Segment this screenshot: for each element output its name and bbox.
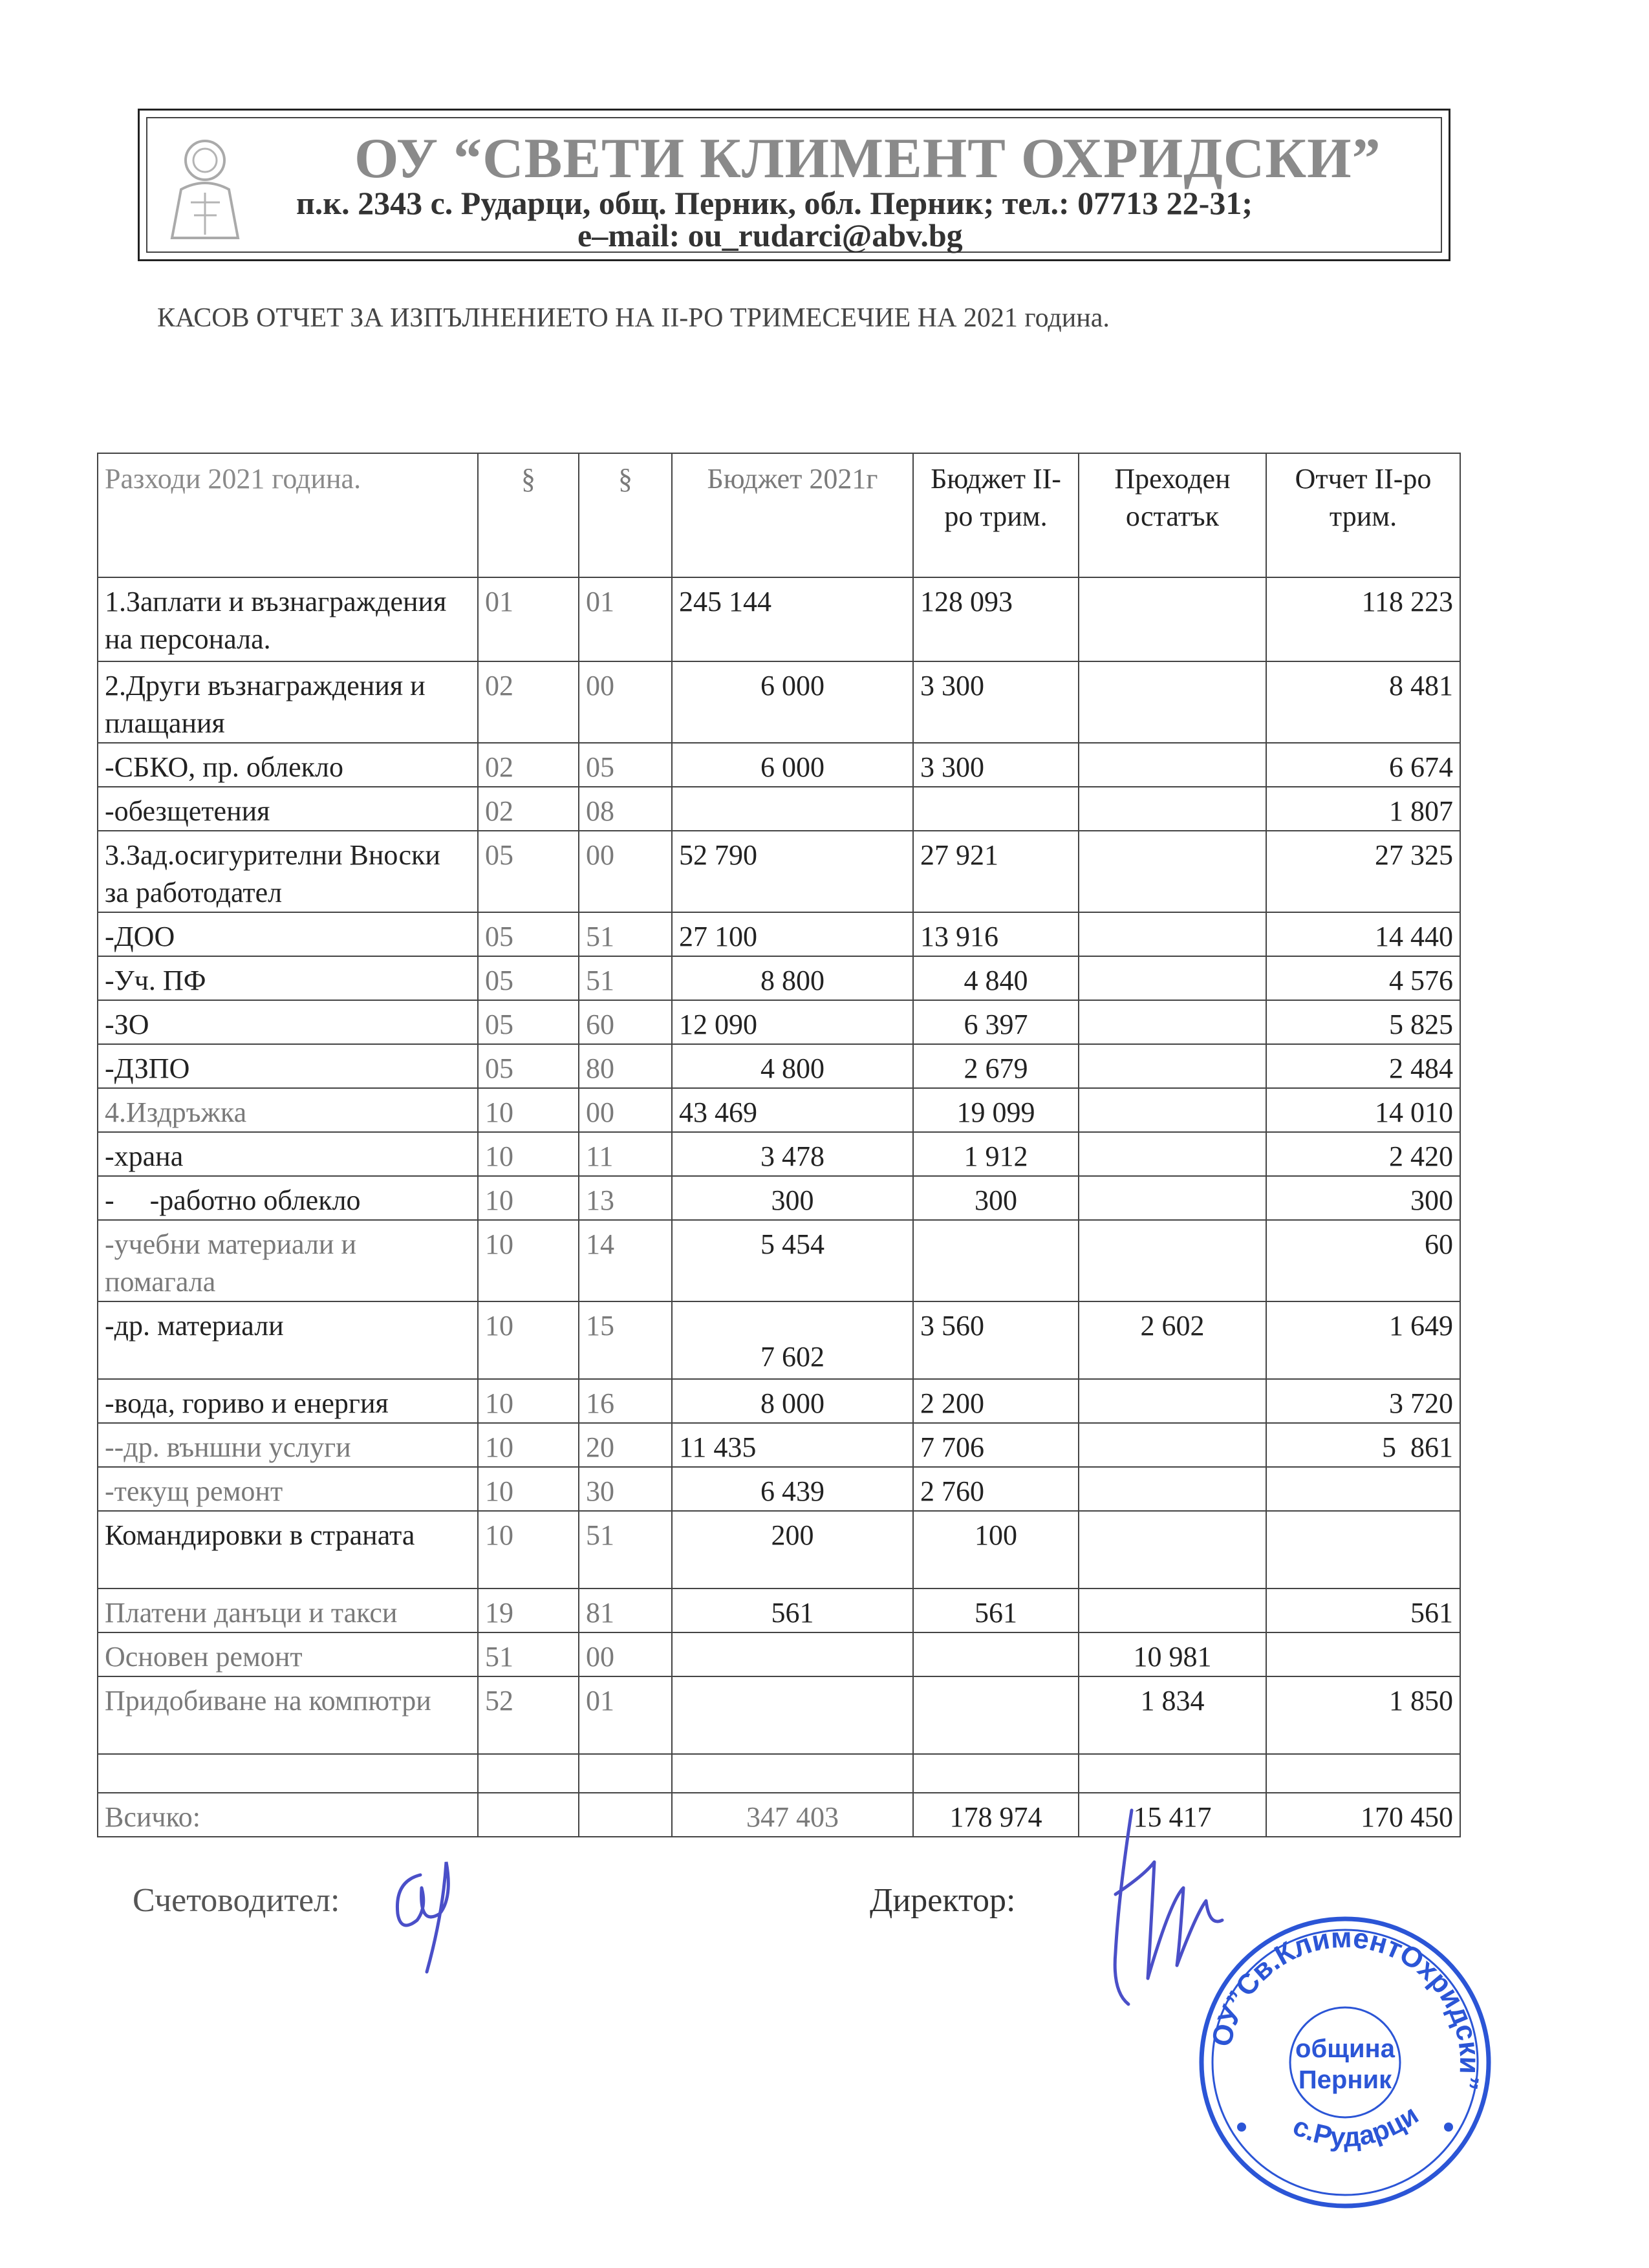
row-budget: 4 800 bbox=[672, 1044, 913, 1088]
table-row bbox=[98, 1176, 1460, 1220]
row-budget-q2: 3 300 bbox=[913, 661, 1079, 743]
table-row bbox=[98, 1088, 1460, 1132]
row-budget: 5 454 bbox=[672, 1220, 913, 1301]
row-budget: 6 000 bbox=[672, 661, 913, 743]
row-paragraph-2: 00 bbox=[579, 1088, 672, 1132]
row-budget-q2: 1 912 bbox=[913, 1132, 1079, 1176]
table-row bbox=[98, 577, 1460, 661]
row-budget: 3 478 bbox=[672, 1132, 913, 1176]
row-budget-q2: 27 921 bbox=[913, 831, 1079, 912]
row-paragraph-2: 08 bbox=[579, 787, 672, 831]
row-carryover: 2 602 bbox=[1079, 1301, 1266, 1379]
row-carryover bbox=[1079, 1220, 1266, 1301]
row-name: 1.Заплати и възнаграждения на персонала. bbox=[98, 577, 478, 661]
school-name: ОУ “СВЕТИ КЛИМЕНТ ОХРИДСКИ” bbox=[354, 127, 1381, 190]
row-budget: 6 439 bbox=[672, 1467, 913, 1511]
row-actual: 300 bbox=[1266, 1176, 1460, 1220]
row-budget-q2: 100 bbox=[913, 1511, 1079, 1589]
stamp-dot-icon bbox=[1237, 2123, 1246, 2132]
table-row bbox=[98, 1676, 1460, 1754]
table-row bbox=[98, 661, 1460, 743]
row-actual: 2 484 bbox=[1266, 1044, 1460, 1088]
table-row bbox=[98, 956, 1460, 1000]
row-actual: 1 649 bbox=[1266, 1301, 1460, 1379]
row-budget-q2 bbox=[913, 1632, 1079, 1676]
total-carryover: 15 417 bbox=[1079, 1793, 1266, 1837]
row-actual: 561 bbox=[1266, 1589, 1460, 1632]
row-carryover bbox=[1079, 831, 1266, 912]
row-actual: 118 223 bbox=[1266, 577, 1460, 661]
report-title: КАСОВ ОТЧЕТ ЗА ИЗПЪЛНЕНИЕТО НА II-РО ТРИМЕСЕЧИЕ НА 2021 година. bbox=[157, 303, 1110, 333]
row-actual: 60 bbox=[1266, 1220, 1460, 1301]
official-stamp bbox=[1196, 1914, 1494, 2211]
row-name: Командировки в страната bbox=[98, 1511, 478, 1589]
row-carryover bbox=[1079, 1467, 1266, 1511]
row-paragraph-2: 00 bbox=[579, 661, 672, 743]
row-actual: 5 861 bbox=[1266, 1423, 1460, 1467]
row-name: -вода, гориво и енергия bbox=[98, 1379, 478, 1423]
header-carryover: Преходен остатък bbox=[1079, 453, 1266, 577]
row-carryover bbox=[1079, 1589, 1266, 1632]
row-budget-q2 bbox=[913, 1754, 1079, 1793]
table-row bbox=[98, 743, 1460, 787]
row-budget bbox=[672, 787, 913, 831]
table-row bbox=[98, 831, 1460, 912]
row-name: -др. материали bbox=[98, 1301, 478, 1379]
row-paragraph-1: 10 bbox=[478, 1467, 579, 1511]
row-name: -Уч. ПФ bbox=[98, 956, 478, 1000]
school-email: e–mail: ou_rudarci@abv.bg bbox=[577, 217, 963, 253]
row-carryover bbox=[1079, 661, 1266, 743]
row-budget-q2: 128 093 bbox=[913, 577, 1079, 661]
row-budget-q2: 561 bbox=[913, 1589, 1079, 1632]
row-paragraph-1: 10 bbox=[478, 1301, 579, 1379]
row-budget-q2: 3 300 bbox=[913, 743, 1079, 787]
accountant-signature-icon bbox=[382, 1836, 466, 1985]
row-budget: 200 bbox=[672, 1511, 913, 1589]
header-actual-q2: Отчет II-ро трим. bbox=[1266, 453, 1460, 577]
row-actual: 5 825 bbox=[1266, 1000, 1460, 1044]
row-actual: 4 576 bbox=[1266, 956, 1460, 1000]
row-name: -учебни материали и помагала bbox=[98, 1220, 478, 1301]
row-carryover bbox=[1079, 1088, 1266, 1132]
table-row bbox=[98, 1511, 1460, 1589]
row-paragraph-2: 00 bbox=[579, 1632, 672, 1676]
row-actual bbox=[1266, 1467, 1460, 1511]
row-carryover bbox=[1079, 956, 1266, 1000]
row-budget: 7 602 bbox=[672, 1301, 913, 1379]
row-name: - -работно облекло bbox=[98, 1176, 478, 1220]
row-paragraph-2: 05 bbox=[579, 743, 672, 787]
table-header-row bbox=[98, 453, 1460, 577]
row-budget: 43 469 bbox=[672, 1088, 913, 1132]
row-name: -СБКО, пр. облекло bbox=[98, 743, 478, 787]
saint-emblem-icon bbox=[162, 131, 249, 241]
row-budget-q2: 4 840 bbox=[913, 956, 1079, 1000]
row-budget-q2: 2 760 bbox=[913, 1467, 1079, 1511]
header-budget-q2: Бюджет II-ро трим. bbox=[913, 453, 1079, 577]
row-paragraph-1: 05 bbox=[478, 1000, 579, 1044]
row-name: Основен ремонт bbox=[98, 1632, 478, 1676]
row-paragraph-2: 15 bbox=[579, 1301, 672, 1379]
school-address: п.к. 2343 с. Рударци, общ. Перник, обл. Перник; тел.: 07713 22-31; bbox=[296, 185, 1253, 221]
row-name: -ДОО bbox=[98, 912, 478, 956]
row-paragraph-1: 05 bbox=[478, 1044, 579, 1088]
table-body bbox=[98, 577, 1460, 1837]
table-row bbox=[98, 1467, 1460, 1511]
expense-report-table bbox=[97, 453, 1461, 1837]
stamp-dot-icon bbox=[1444, 2123, 1453, 2132]
row-carryover bbox=[1079, 912, 1266, 956]
stamp-ring-text: ОУ”Св.КлиментОхридски” bbox=[1205, 1921, 1486, 2092]
row-paragraph-1: 02 bbox=[478, 743, 579, 787]
row-budget bbox=[672, 1754, 913, 1793]
row-paragraph-2: 00 bbox=[579, 831, 672, 912]
table-row bbox=[98, 1044, 1460, 1088]
row-carryover bbox=[1079, 1132, 1266, 1176]
row-actual: 14 010 bbox=[1266, 1088, 1460, 1132]
header-budget-2021: Бюджет 2021г bbox=[672, 453, 913, 577]
row-paragraph-2: 81 bbox=[579, 1589, 672, 1632]
row-paragraph-1: 10 bbox=[478, 1423, 579, 1467]
row-budget-q2: 7 706 bbox=[913, 1423, 1079, 1467]
row-paragraph-2: 01 bbox=[579, 1676, 672, 1754]
row-actual: 14 440 bbox=[1266, 912, 1460, 956]
table-row bbox=[98, 1379, 1460, 1423]
row-paragraph-1 bbox=[478, 1754, 579, 1793]
table-row bbox=[98, 787, 1460, 831]
row-budget bbox=[672, 1676, 913, 1754]
table-row bbox=[98, 1423, 1460, 1467]
row-name: --др. външни услуги bbox=[98, 1423, 478, 1467]
row-budget-q2 bbox=[913, 1676, 1079, 1754]
row-paragraph-1: 02 bbox=[478, 787, 579, 831]
row-carryover bbox=[1079, 1754, 1266, 1793]
row-budget-q2: 3 560 bbox=[913, 1301, 1079, 1379]
row-name: -ДЗПО bbox=[98, 1044, 478, 1088]
row-paragraph-1: 19 bbox=[478, 1589, 579, 1632]
total-actual: 170 450 bbox=[1266, 1793, 1460, 1837]
total-budget: 347 403 bbox=[672, 1793, 913, 1837]
row-budget-q2: 2 200 bbox=[913, 1379, 1079, 1423]
row-budget-q2: 13 916 bbox=[913, 912, 1079, 956]
row-actual bbox=[1266, 1632, 1460, 1676]
header-paragraph-1: § bbox=[478, 453, 579, 577]
row-budget: 561 bbox=[672, 1589, 913, 1632]
row-name: 2.Други възнаграждения и плащания bbox=[98, 661, 478, 743]
row-paragraph-1: 51 bbox=[478, 1632, 579, 1676]
row-carryover: 1 834 bbox=[1079, 1676, 1266, 1754]
total-budget-q2: 178 974 bbox=[913, 1793, 1079, 1837]
row-carryover bbox=[1079, 1511, 1266, 1589]
director-label: Директор: bbox=[870, 1882, 1016, 1919]
row-actual: 27 325 bbox=[1266, 831, 1460, 912]
row-paragraph-2: 14 bbox=[579, 1220, 672, 1301]
row-name: -храна bbox=[98, 1132, 478, 1176]
stamp-bottom-text: с.Рударци bbox=[1288, 2099, 1424, 2153]
row-carryover bbox=[1079, 1044, 1266, 1088]
header-expenses: Разходи 2021 година. bbox=[98, 453, 478, 577]
row-budget-q2 bbox=[913, 787, 1079, 831]
table-row bbox=[98, 1301, 1460, 1379]
row-budget: 8 800 bbox=[672, 956, 913, 1000]
row-paragraph-2: 51 bbox=[579, 956, 672, 1000]
row-budget: 27 100 bbox=[672, 912, 913, 956]
row-budget: 245 144 bbox=[672, 577, 913, 661]
row-paragraph-1: 10 bbox=[478, 1132, 579, 1176]
row-budget: 8 000 bbox=[672, 1379, 913, 1423]
row-budget: 52 790 bbox=[672, 831, 913, 912]
row-paragraph-2: 30 bbox=[579, 1467, 672, 1511]
row-budget bbox=[672, 1632, 913, 1676]
total-paragraph-2 bbox=[579, 1793, 672, 1837]
row-paragraph-1: 10 bbox=[478, 1511, 579, 1589]
row-budget-q2 bbox=[913, 1220, 1079, 1301]
row-paragraph-1: 10 bbox=[478, 1220, 579, 1301]
row-paragraph-2 bbox=[579, 1754, 672, 1793]
row-budget: 6 000 bbox=[672, 743, 913, 787]
row-carryover: 10 981 bbox=[1079, 1632, 1266, 1676]
row-carryover bbox=[1079, 1000, 1266, 1044]
row-paragraph-1: 10 bbox=[478, 1088, 579, 1132]
header-paragraph-2: § bbox=[579, 453, 672, 577]
letterhead-frame bbox=[146, 117, 1442, 253]
table-row bbox=[98, 1632, 1460, 1676]
row-name: Придобиване на компютри bbox=[98, 1676, 478, 1754]
row-actual: 1 850 bbox=[1266, 1676, 1460, 1754]
row-paragraph-1: 01 bbox=[478, 577, 579, 661]
table-total-row bbox=[98, 1793, 1460, 1837]
row-paragraph-2: 13 bbox=[579, 1176, 672, 1220]
row-carryover bbox=[1079, 1176, 1266, 1220]
row-actual: 2 420 bbox=[1266, 1132, 1460, 1176]
table-row bbox=[98, 1220, 1460, 1301]
row-actual: 1 807 bbox=[1266, 787, 1460, 831]
accountant-label: Счетоводител: bbox=[133, 1882, 340, 1919]
row-actual bbox=[1266, 1511, 1460, 1589]
row-name: -обезщетения bbox=[98, 787, 478, 831]
total-label: Всичко: bbox=[98, 1793, 478, 1837]
row-budget-q2: 300 bbox=[913, 1176, 1079, 1220]
row-paragraph-1: 05 bbox=[478, 956, 579, 1000]
row-paragraph-1: 05 bbox=[478, 912, 579, 956]
row-paragraph-2: 80 bbox=[579, 1044, 672, 1088]
table-row bbox=[98, 1000, 1460, 1044]
row-paragraph-2: 60 bbox=[579, 1000, 672, 1044]
row-paragraph-2: 11 bbox=[579, 1132, 672, 1176]
row-budget: 12 090 bbox=[672, 1000, 913, 1044]
row-paragraph-2: 20 bbox=[579, 1423, 672, 1467]
row-paragraph-1: 02 bbox=[478, 661, 579, 743]
row-carryover bbox=[1079, 1423, 1266, 1467]
row-name: 4.Издръжка bbox=[98, 1088, 478, 1132]
row-budget-q2: 19 099 bbox=[913, 1088, 1079, 1132]
row-name: Платени данъци и такси bbox=[98, 1589, 478, 1632]
total-paragraph-1 bbox=[478, 1793, 579, 1837]
row-paragraph-1: 10 bbox=[478, 1176, 579, 1220]
row-paragraph-2: 51 bbox=[579, 912, 672, 956]
row-budget: 300 bbox=[672, 1176, 913, 1220]
table-row bbox=[98, 1132, 1460, 1176]
row-paragraph-1: 05 bbox=[478, 831, 579, 912]
stamp-center-line1: община bbox=[1295, 2035, 1395, 2063]
row-actual: 6 674 bbox=[1266, 743, 1460, 787]
row-paragraph-2: 51 bbox=[579, 1511, 672, 1589]
row-name: -текущ ремонт bbox=[98, 1467, 478, 1511]
row-paragraph-2: 01 bbox=[579, 577, 672, 661]
row-carryover bbox=[1079, 1379, 1266, 1423]
row-paragraph-1: 10 bbox=[478, 1379, 579, 1423]
row-carryover bbox=[1079, 577, 1266, 661]
row-budget: 11 435 bbox=[672, 1423, 913, 1467]
stamp-center-line2: Перник bbox=[1298, 2066, 1392, 2094]
row-actual: 8 481 bbox=[1266, 661, 1460, 743]
row-carryover bbox=[1079, 743, 1266, 787]
row-actual bbox=[1266, 1754, 1460, 1793]
row-actual: 3 720 bbox=[1266, 1379, 1460, 1423]
row-carryover bbox=[1079, 787, 1266, 831]
row-name bbox=[98, 1754, 478, 1793]
row-budget-q2: 6 397 bbox=[913, 1000, 1079, 1044]
row-name: 3.Зад.осигурителни Вноски за работодател bbox=[98, 831, 478, 912]
table-row bbox=[98, 1589, 1460, 1632]
row-name: -ЗО bbox=[98, 1000, 478, 1044]
letterhead bbox=[138, 109, 1450, 261]
row-paragraph-2: 16 bbox=[579, 1379, 672, 1423]
table-row-empty bbox=[98, 1754, 1460, 1793]
row-budget-q2: 2 679 bbox=[913, 1044, 1079, 1088]
table-row bbox=[98, 912, 1460, 956]
row-paragraph-1: 52 bbox=[478, 1676, 579, 1754]
